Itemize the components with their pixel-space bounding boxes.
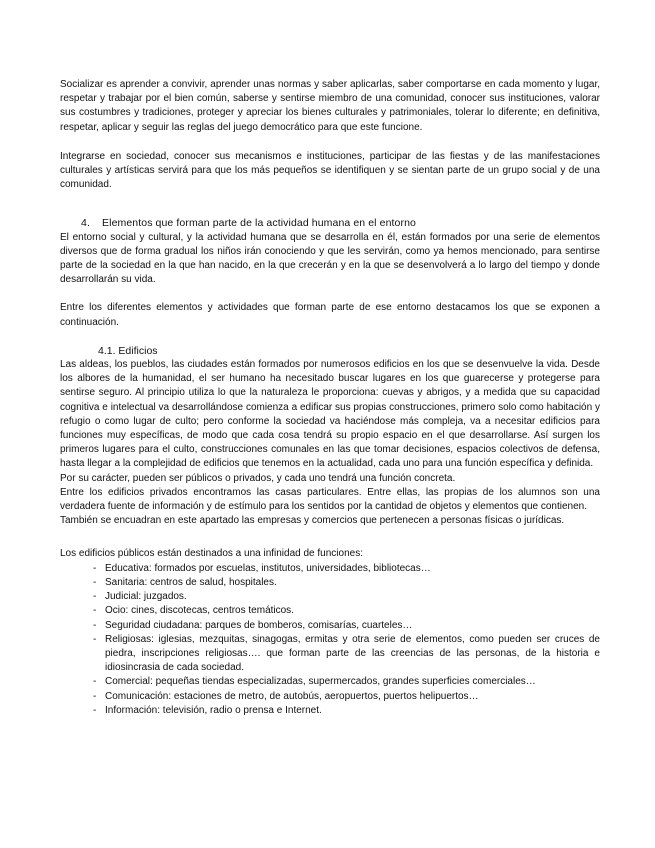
- section-4-number: 4.: [81, 217, 90, 230]
- bullet-dash: -: [93, 704, 97, 716]
- section-4-heading: [60, 216, 600, 230]
- intro-paragraph-socializar: Socializar es aprender a convivir, aprender unas normas y saber aplicarlas, saber comportarse en cada momento y lugar, respetar y trabajar por el bien común, saberse y sentirse miembro de una comunidad, conocer sus instituciones, valorar sus costumbres y tradiciones, proteger y apreciar los bienes culturales y patrimoniales, tolerar lo diferente; en definitiva, respetar, aplicar y seguir las reglas del juego democrático para que este funcione.: [60, 79, 600, 133]
- list-item: - Religiosas: iglesias, mezquitas, sinagogas, ermitas y otra serie de elementos, como pueden ser cruces de piedra, inscripciones religiosas…. que forman parte de las creencias de las personas, de la historia e idiosincrasia de cada sociedad.: [93, 633, 600, 674]
- list-item: - Información: televisión, radio o prensa e Internet.: [60, 704, 600, 718]
- bullet-dash: -: [93, 605, 97, 617]
- public-buildings-intro: Los edificios públicos están destinados a una infinidad de funciones:: [60, 548, 363, 560]
- section-4-paragraph-entorno: El entorno social y cultural, y la actividad humana que se desarrolla en él, están formados por una serie de elementos diversos que de forma gradual los niños irán conociendo y que les servirán, como ya hemos mencionado, para sentirse parte de la sociedad en la que han nacido, en la que crecerán y en la que se desenvolverá a lo largo del tiempo y donde desarrollarán su vida.: [60, 231, 600, 286]
- bullet-dash: -: [93, 676, 97, 688]
- public-buildings-list: [60, 562, 600, 718]
- section-4-1-line-caracter: Por su carácter, pueden ser públicos o privados, y cada uno tendrá una función concreta.: [60, 472, 456, 484]
- section-4-1-line-empresas: También se encuadran en este apartado las empresas y comercios que pertenecen a personas físicas o jurídicas.: [60, 515, 565, 527]
- section-4-title: Elementos que forman parte de la actividad humana en el entorno: [102, 217, 416, 230]
- list-item: - Ocio: cines, discotecas, centros temáticos.: [60, 604, 600, 618]
- bullet-dash: -: [93, 619, 97, 631]
- list-item: - Educativa: formados por escuelas, institutos, universidades, bibliotecas…: [60, 562, 600, 576]
- document-body: [60, 78, 600, 718]
- bullet-dash: -: [93, 690, 97, 702]
- bullet-dash: -: [93, 591, 97, 603]
- section-4-paragraph-elementos: Entre los diferentes elementos y actividades que forman parte de ese entorno destacamos los que se exponen a continuación.: [60, 302, 600, 328]
- section-4-1-heading: 4.1. Edificios: [98, 344, 158, 357]
- list-item: - Comercial: pequeñas tiendas especializadas, supermercados, grandes superficies comerciales…: [60, 675, 600, 689]
- bullet-dash: -: [93, 576, 97, 588]
- intro-paragraph-integrarse: Integrarse en sociedad, conocer sus mecanismos e instituciones, participar de las fiestas y de las manifestaciones culturales y artísticas servirá para que los más pequeños se identifiquen y se sientan parte de un grupo social y de una comunidad.: [60, 150, 600, 191]
- list-item: - Judicial: juzgados.: [60, 590, 600, 604]
- list-item: - Sanitaria: centros de salud, hospitales.: [60, 576, 600, 590]
- section-4-1-paragraph-aldeas: Las aldeas, los pueblos, las ciudades están formados por numerosos edificios en los que se desenvuelve la vida. Desde los albores de la humanidad, el ser humano ha necesitado buscar lugares en los que guarecerse y protegerse para sentirse seguro. Al principio utiliza lo que la naturaleza le proporciona: cuevas y abrigos, y a medida que su capacidad cognitiva e intelectual va desarrollándose comienza a edificar sus propias construcciones, primero solo como habitación y refugio o como lugar de culto; pero conforme la sociedad va haciéndose más compleja, va a necesitar edificios para funciones muy específicas, de modo que cada cosa tendrá su propio espacio en el que desarrollarse. Así surgen los primeros lugares para el culto, construcciones comunales en las que tomar decisiones, espacios colectivos de defensa, hasta llegar a la complejidad de edificios que tenemos en la actualidad, cada uno para una función específica y definida.: [60, 359, 600, 470]
- bullet-dash: -: [93, 633, 97, 645]
- bullet-dash: -: [93, 562, 97, 574]
- section-4-1-line-privados: Entre los edificios privados encontramos las casas particulares. Entre ellas, las propias de los alumnos son una verdadera fuente de información y de estímulo para los sentidos por la cantidad de objetos y elementos que contienen.: [60, 486, 600, 513]
- list-item: - Seguridad ciudadana: parques de bomberos, comisarías, cuarteles…: [60, 619, 600, 633]
- list-item: - Comunicación: estaciones de metro, de autobús, aeropuertos, puertos helipuertos…: [60, 690, 600, 704]
